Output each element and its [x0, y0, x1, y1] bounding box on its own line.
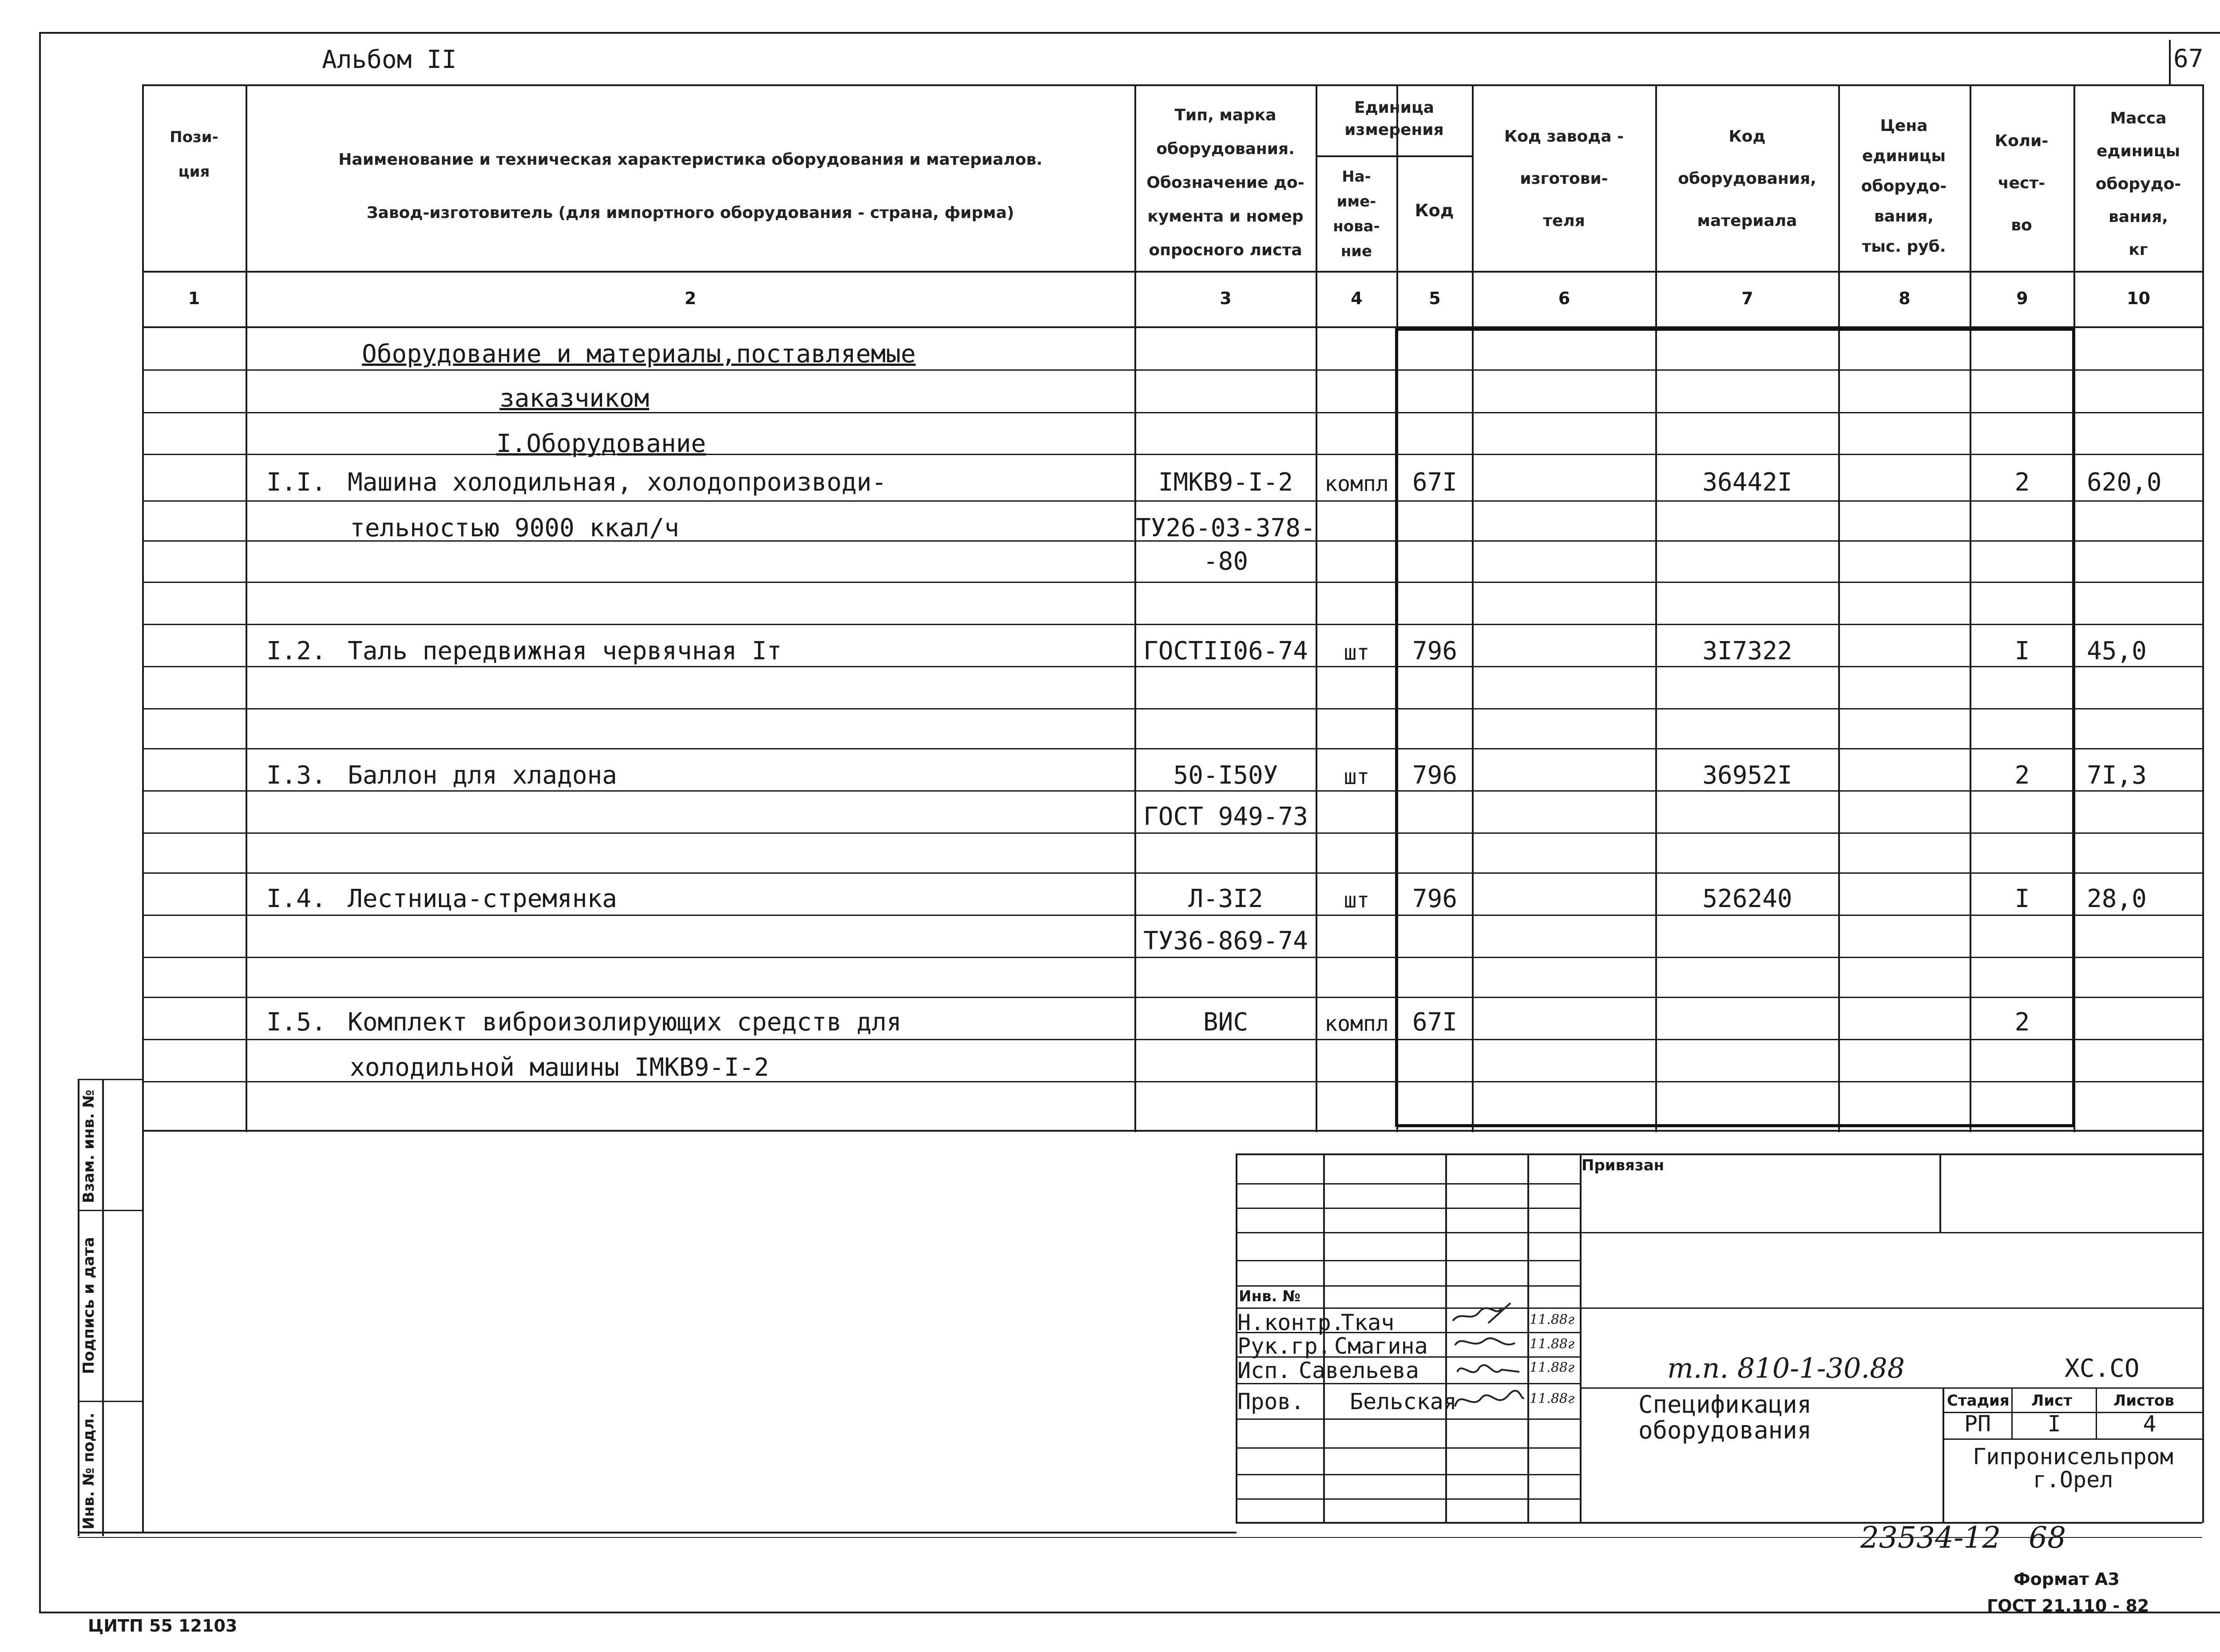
- row-line: [142, 957, 2202, 958]
- tb-sheet-label: Лист: [2031, 1392, 2072, 1410]
- tb-doc-code: ХС.СО: [2065, 1354, 2140, 1383]
- item-unit-code: 796: [1412, 884, 1458, 913]
- item-material-code: 36442I: [1702, 468, 1792, 497]
- table-bottom: [142, 1130, 2202, 1132]
- item-quantity: I: [2014, 637, 2030, 666]
- tb-role: Пров.: [1237, 1389, 1304, 1414]
- tb-role: Рук.гр.: [1237, 1333, 1331, 1359]
- archive-number: 23534-12 68: [1860, 1521, 2066, 1555]
- header-mass: Масса единицы оборудо- вания, кг: [2095, 109, 2181, 259]
- unit-header-divider: [1316, 155, 1472, 157]
- item-material-code: 36952I: [1702, 761, 1792, 790]
- header-unit-group: Единица измерения: [1344, 99, 1444, 139]
- tb-inv-label: Инв. №: [1239, 1288, 1301, 1305]
- item-type: ГОСТ 949-73: [1143, 802, 1308, 831]
- tb-privyazan-label: Привязан: [1582, 1157, 1665, 1174]
- item-mass: 620,0: [2087, 468, 2162, 497]
- row-line: [142, 915, 2202, 916]
- column-number: 7: [1741, 289, 1753, 308]
- citp-code: ЦИТП 55 12103: [88, 1616, 238, 1636]
- tb-person-name: Ткач: [1341, 1310, 1395, 1335]
- item-mass: 28,0: [2087, 884, 2147, 913]
- col-line-1: [246, 84, 247, 1132]
- header-bottom: [142, 271, 2202, 273]
- paper-format: Формат А3: [2014, 1569, 2120, 1589]
- item-unit: компл: [1324, 1011, 1389, 1036]
- item-position: I.I.: [266, 468, 326, 497]
- item-position: I.5.: [266, 1008, 326, 1037]
- item-material-code: 3I7322: [1702, 637, 1792, 666]
- item-unit: компл: [1324, 471, 1389, 496]
- bold-box-top: [1396, 328, 2073, 331]
- tb-stage-label: Стадия: [1947, 1392, 2010, 1410]
- inner-frame-top: [142, 84, 2202, 86]
- item-type: ГОСТII06-74: [1143, 637, 1308, 666]
- tb-sign-date: 11.88г: [1530, 1312, 1575, 1327]
- side-stamp-replace-inv: Взам. инв. №: [80, 1089, 98, 1203]
- tb-privyazan-bottom: [1580, 1232, 2202, 1233]
- tb-row: [1236, 1232, 1580, 1233]
- tb-sign-date: 11.88г: [1530, 1336, 1575, 1352]
- item-name: Баллон для хладона: [348, 761, 617, 790]
- signature: [1448, 1332, 1526, 1356]
- item-material-code: 526240: [1702, 884, 1792, 913]
- item-type: -80: [1203, 547, 1249, 576]
- header-price: Цена единицы оборудо- вания, тыс. руб.: [1861, 117, 1947, 256]
- tb-row: [1236, 1285, 1580, 1287]
- column-number: 8: [1899, 289, 1911, 308]
- col-line-5: [1472, 84, 1474, 1132]
- album-label: Альбом II: [322, 45, 457, 74]
- side-stamp-top: [78, 1079, 143, 1080]
- row-line: [142, 624, 2202, 625]
- column-number: 9: [2016, 289, 2028, 308]
- item-name: Машина холодильная, холодопроизводи-: [348, 468, 887, 497]
- tb-sign-date: 11.88г: [1530, 1360, 1575, 1375]
- tb-sheets-value: 4: [2143, 1411, 2157, 1437]
- bold-box-bottom: [1396, 1124, 2073, 1127]
- tb-role: Н.контр.: [1237, 1310, 1344, 1335]
- row-line: [142, 748, 2202, 749]
- row-line: [142, 582, 2202, 583]
- item-mass: 45,0: [2087, 637, 2147, 666]
- tb-row: [1236, 1498, 1580, 1500]
- item-type: ТУ26-03-378-: [1136, 514, 1316, 543]
- item-unit-code: 67I: [1412, 468, 1458, 497]
- column-number: 5: [1429, 289, 1441, 308]
- item-name: тельностью 9000 ккал/ч: [350, 514, 679, 543]
- item-quantity: 2: [2014, 468, 2030, 497]
- column-number: 3: [1220, 289, 1232, 308]
- item-position: I.4.: [266, 884, 326, 913]
- header-factory-code: Код завода - изготови- теля: [1504, 127, 1624, 230]
- inner-frame-right: [2202, 84, 2204, 1523]
- outer-frame-top: [39, 32, 2220, 34]
- tb-person-name: Савельева: [1299, 1358, 1419, 1383]
- column-number: 6: [1558, 289, 1570, 308]
- section-subtitle: I.Оборудование: [496, 429, 706, 458]
- side-stamp-row: [78, 1210, 143, 1211]
- section-title: заказчиком: [500, 384, 650, 413]
- row-line: [142, 708, 2202, 709]
- column-number: 2: [684, 289, 697, 308]
- tb-row: [1236, 1418, 1580, 1420]
- tb-stage-value: РП: [1964, 1411, 1991, 1437]
- item-type: ВИС: [1203, 1008, 1249, 1037]
- signature: [1448, 1384, 1526, 1415]
- item-position: I.2.: [266, 637, 326, 666]
- header-unit-code: Код: [1415, 201, 1454, 220]
- item-position: I.3.: [266, 761, 326, 790]
- item-unit-code: 67I: [1412, 1008, 1458, 1037]
- item-name: холодильной машины IМКВ9-I-2: [350, 1053, 769, 1082]
- row-line: [142, 454, 2202, 455]
- side-stamp-row: [78, 1401, 143, 1402]
- signature: [1448, 1301, 1526, 1327]
- item-unit: шт: [1344, 888, 1370, 913]
- page-number-box-left: [2169, 40, 2171, 84]
- tb-right-row: [1580, 1387, 2202, 1389]
- tb-grid-col: [1580, 1153, 1582, 1522]
- outer-frame-bottom: [39, 1612, 2220, 1613]
- page-number: 67: [2173, 44, 2204, 73]
- item-quantity: I: [2014, 884, 2030, 913]
- row-line: [142, 997, 2202, 998]
- tb-row: [1236, 1307, 1580, 1309]
- item-type: IМКВ9-I-2: [1158, 468, 1293, 497]
- tb-row: [1236, 1208, 1580, 1209]
- item-unit-code: 796: [1412, 637, 1458, 666]
- outer-frame-left: [39, 32, 41, 1612]
- section-title: Оборудование и материалы,поставляемые: [362, 340, 916, 368]
- row-line: [142, 500, 2202, 502]
- row-line: [142, 1039, 2202, 1040]
- item-name: Лестница-стремянка: [348, 884, 617, 913]
- tb-role: Исп.: [1237, 1358, 1291, 1383]
- tb-top: [1236, 1153, 2202, 1155]
- tb-sheet-value: I: [2047, 1411, 2061, 1437]
- item-unit: шт: [1344, 765, 1370, 789]
- tb-sheets-label: Листов: [2113, 1392, 2174, 1410]
- column-number: 10: [2127, 289, 2150, 308]
- tb-person-name: Бельская: [1350, 1389, 1457, 1414]
- row-line: [142, 832, 2202, 834]
- item-unit: шт: [1344, 640, 1370, 665]
- item-unit-code: 796: [1412, 761, 1458, 790]
- item-quantity: 2: [2014, 1008, 2030, 1037]
- tb-privyazan-divider: [1939, 1153, 1941, 1233]
- header-position: Пози- ция: [170, 128, 218, 181]
- item-name: Таль передвижная червячная Iт: [348, 637, 782, 666]
- header-quantity: Коли- чест- во: [1994, 132, 2049, 234]
- side-stamp-left: [78, 1079, 79, 1536]
- tb-right-row: [1580, 1307, 2202, 1309]
- col-line-2: [1134, 84, 1136, 1132]
- tb-sign-date: 11.88г: [1530, 1391, 1575, 1406]
- tb-doc-title: Спецификация оборудования: [1638, 1391, 1812, 1444]
- tb-project-number: т.п. 810-1-30.88: [1667, 1352, 1905, 1384]
- tb-row: [1236, 1183, 1580, 1185]
- side-stamp-divider: [102, 1079, 104, 1536]
- signature: [1448, 1356, 1526, 1383]
- tb-organization: Гипронисельпром г.Орел: [1973, 1444, 2173, 1493]
- column-number: 1: [188, 289, 200, 308]
- gost-standard: ГОСТ 21.110 - 82: [1987, 1596, 2149, 1616]
- tb-row: [1236, 1260, 1580, 1261]
- tb-row: [1236, 1447, 1580, 1449]
- item-type: Л-3I2: [1188, 884, 1263, 913]
- header-type: Тип, марка оборудования. Обозначение до- кумента и номер опросного листа: [1146, 106, 1304, 259]
- item-mass: 7I,3: [2087, 761, 2147, 790]
- tb-stage-row: [1942, 1438, 2202, 1440]
- header-material-code: Код оборудования, материала: [1678, 127, 1816, 230]
- header-unit-name: На- име- нова- ние: [1333, 168, 1380, 260]
- tb-row: [1236, 1474, 1580, 1475]
- item-type: ТУ36-869-74: [1143, 927, 1308, 955]
- item-type: 50-I50У: [1173, 761, 1278, 790]
- inner-frame-bottom: [78, 1532, 1237, 1533]
- header-name: Наименование и техническая характеристика оборудования и материалов. Завод-изготовитель (для импортного оборудования - страна, фирма): [338, 151, 1043, 222]
- tb-person-name: Смагина: [1334, 1333, 1428, 1359]
- item-name: Комплект виброизолирующих средств для: [348, 1008, 902, 1037]
- column-number: 4: [1351, 289, 1363, 308]
- item-quantity: 2: [2014, 761, 2030, 790]
- row-line: [142, 412, 2202, 413]
- side-stamp-signature-date: Подпись и дата: [80, 1237, 98, 1374]
- side-stamp-original-inv: Инв. № подл.: [80, 1412, 98, 1529]
- row-line: [142, 872, 2202, 874]
